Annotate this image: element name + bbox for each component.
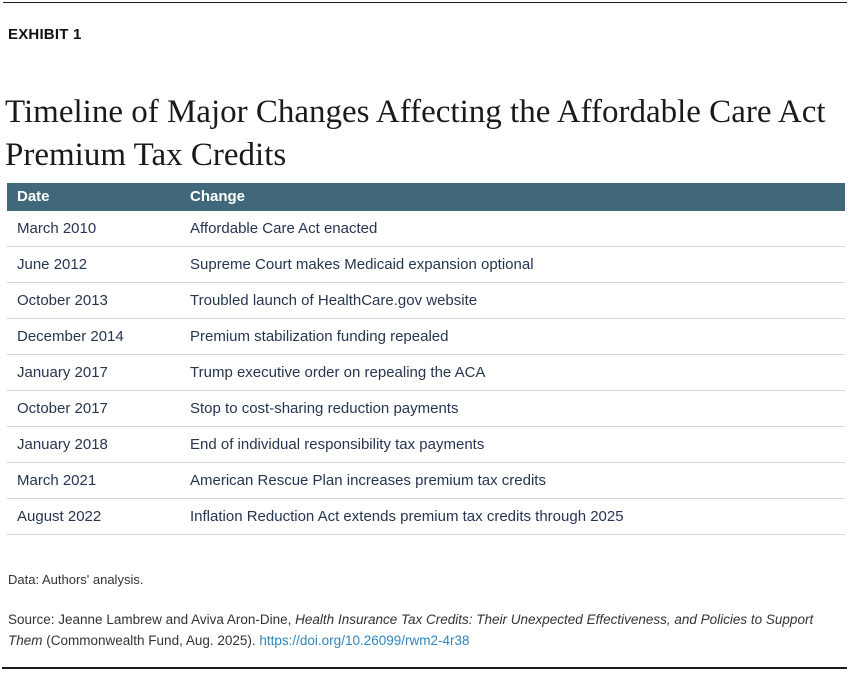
date-cell: January 2017 xyxy=(7,355,180,391)
table-header-row xyxy=(7,183,845,211)
change-cell: Supreme Court makes Medicaid expansion optional xyxy=(180,247,845,283)
date-cell: March 2021 xyxy=(7,463,180,499)
table-row xyxy=(7,247,845,283)
date-cell: January 2018 xyxy=(7,427,180,463)
table-row xyxy=(7,283,845,319)
table-row xyxy=(7,463,845,499)
top-rule xyxy=(3,2,847,3)
source-suffix: (Commonwealth Fund, Aug. 2025). xyxy=(42,633,260,648)
date-cell: June 2012 xyxy=(7,247,180,283)
change-cell: Affordable Care Act enacted xyxy=(180,211,845,247)
change-cell: Troubled launch of HealthCare.gov website xyxy=(180,283,845,319)
change-cell: American Rescue Plan increases premium tax credits xyxy=(180,463,845,499)
change-cell: Premium stabilization funding repealed xyxy=(180,319,845,355)
source-note xyxy=(8,609,814,651)
table-row xyxy=(7,319,845,355)
table-row xyxy=(7,211,845,247)
exhibit-label: EXHIBIT 1 xyxy=(8,26,82,43)
table-row xyxy=(7,427,845,463)
date-cell: October 2013 xyxy=(7,283,180,319)
doi-link[interactable]: https://doi.org/10.26099/rwm2-4r38 xyxy=(259,633,470,648)
date-cell: August 2022 xyxy=(7,499,180,535)
source-prefix: Source: Jeanne Lambrew and Aviva Aron-Dine, xyxy=(8,612,296,627)
change-cell: Trump executive order on repealing the ACA xyxy=(180,355,845,391)
table-row xyxy=(7,391,845,427)
change-cell: Inflation Reduction Act extends premium tax credits through 2025 xyxy=(180,499,845,535)
bottom-rule xyxy=(2,667,847,669)
column-header-change: Change xyxy=(180,183,845,211)
timeline-table xyxy=(7,183,845,535)
page-title: Timeline of Major Changes Affecting the Affordable Care Act Premium Tax Credits xyxy=(5,94,826,174)
table-row xyxy=(7,355,845,391)
table-row xyxy=(7,499,845,535)
change-cell: End of individual responsibility tax payments xyxy=(180,427,845,463)
change-cell: Stop to cost-sharing reduction payments xyxy=(180,391,845,427)
date-cell: December 2014 xyxy=(7,319,180,355)
data-note: Data: Authors' analysis. xyxy=(8,572,144,587)
date-cell: March 2010 xyxy=(7,211,180,247)
column-header-date: Date xyxy=(7,183,180,211)
date-cell: October 2017 xyxy=(7,391,180,427)
source-citation-title: Health Insurance Tax Credits: Their Unexpected Effectiveness, and Policies to Support Them xyxy=(8,612,814,648)
